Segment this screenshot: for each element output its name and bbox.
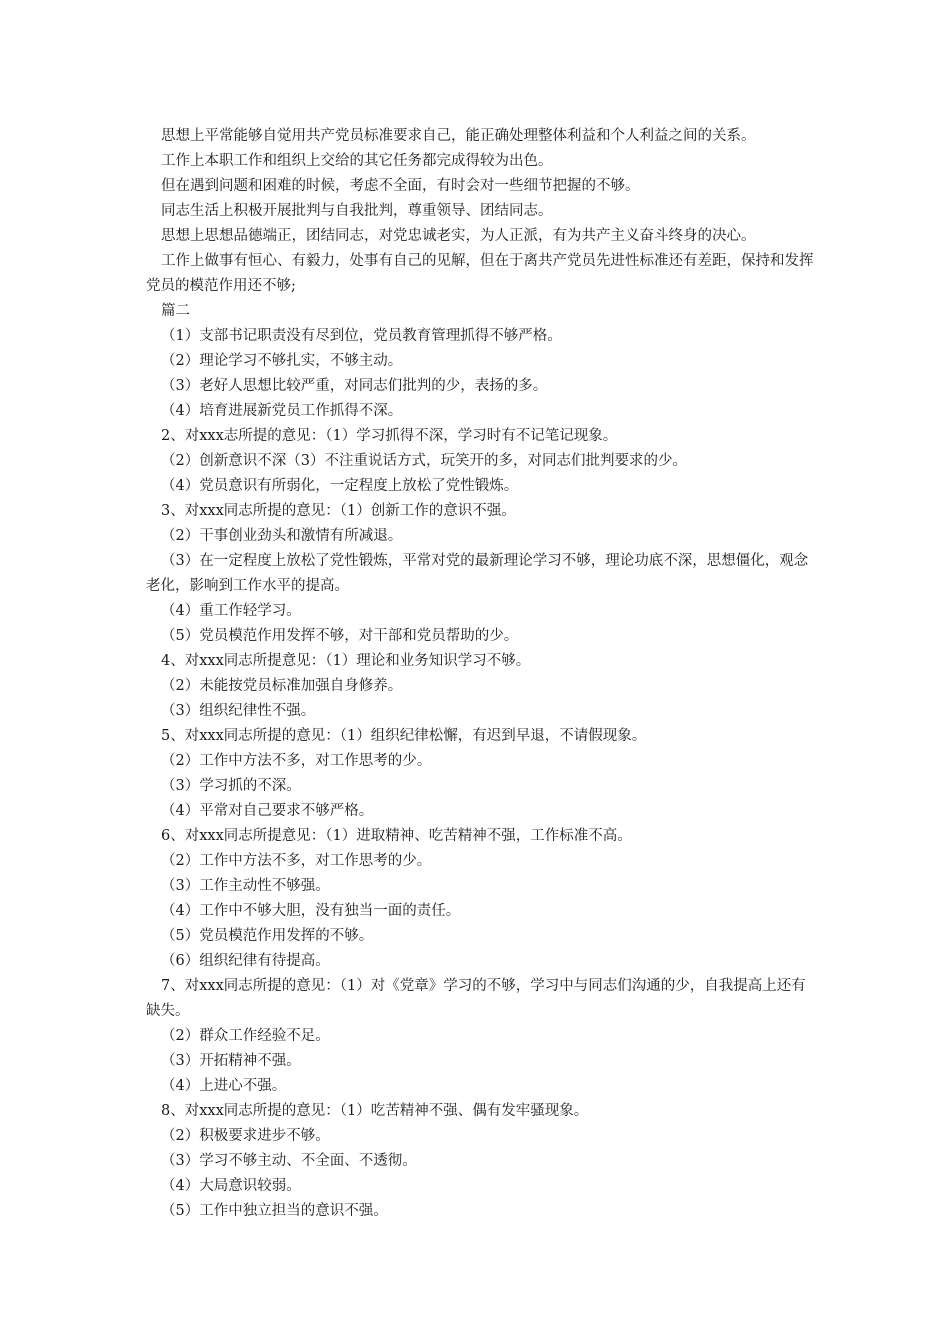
list-item: （4）党员意识有所弱化，一定程度上放松了党性锻炼。 bbox=[161, 478, 519, 494]
list-item: （1）支部书记职责没有尽到位，党员教育管理抓得不够严格。 bbox=[161, 328, 562, 344]
list-item: （3）学习抓的不深。 bbox=[161, 778, 301, 794]
list-item: （2）未能按党员标准加强自身修养。 bbox=[161, 678, 403, 694]
list-item: （3）工作主动性不够强。 bbox=[161, 878, 330, 894]
list-item: 8、对xxx同志所提的意见：（1）吃苦精神不强、偶有发牢骚现象。 bbox=[161, 1103, 589, 1119]
list-item: （4）平常对自己要求不够严格。 bbox=[161, 803, 374, 819]
list-item: （4）上进心不强。 bbox=[161, 1078, 287, 1094]
list-item: 2、对xxx志所提的意见：（1）学习抓得不深，学习时有不记笔记现象。 bbox=[161, 428, 618, 444]
list-item: （3）组织纪律性不强。 bbox=[161, 703, 316, 719]
section-heading: 篇二 bbox=[161, 303, 190, 319]
list-item: （3）开拓精神不强。 bbox=[161, 1053, 301, 1069]
paragraph: 同志生活上积极开展批判与自我批判，尊重领导、团结同志。 bbox=[161, 203, 553, 219]
list-item: 7、对xxx同志所提的意见：（1）对《党章》学习的不够，学习中与同志们沟通的少，自我提高上还有缺失。 bbox=[146, 978, 806, 1019]
paragraph: 但在遇到问题和困难的时候，考虑不全面，有时会对一些细节把握的不够。 bbox=[161, 178, 640, 194]
list-item: （6）组织纪律有待提高。 bbox=[161, 953, 330, 969]
list-item: （2）工作中方法不多，对工作思考的少。 bbox=[161, 753, 432, 769]
list-item: （3）老好人思想比较严重，对同志们批判的少，表扬的多。 bbox=[161, 378, 548, 394]
list-item: 5、对xxx同志所提的意见：（1）组织纪律松懈，有迟到早退，不请假现象。 bbox=[161, 728, 647, 744]
list-item: 3、对xxx同志所提的意见：（1）创新工作的意识不强。 bbox=[161, 503, 516, 519]
list-item: （2）理论学习不够扎实，不够主动。 bbox=[161, 353, 403, 369]
document-body bbox=[146, 124, 816, 1224]
paragraph: 工作上做事有恒心、有毅力，处事有自己的见解，但在于离共产党员先进性标准还有差距，保持和发挥党员的模范作用还不够; bbox=[146, 253, 814, 294]
list-item: 6、对xxx同志所提意见：（1）进取精神、吃苦精神不强，工作标准不高。 bbox=[161, 828, 632, 844]
list-item: （3）学习不够主动、不全面、不透彻。 bbox=[161, 1153, 417, 1169]
list-item: （5）党员模范作用发挥不够，对干部和党员帮助的少。 bbox=[161, 628, 519, 644]
paragraph: 工作上本职工作和组织上交给的其它任务都完成得较为出色。 bbox=[161, 153, 553, 169]
list-item: （4）工作中不够大胆，没有独当一面的责任。 bbox=[161, 903, 461, 919]
list-item: （2）创新意识不深（3）不注重说话方式，玩笑开的多，对同志们批判要求的少。 bbox=[161, 453, 687, 469]
list-item: （4）大局意识较弱。 bbox=[161, 1178, 301, 1194]
list-item: （2）工作中方法不多，对工作思考的少。 bbox=[161, 853, 432, 869]
list-item: （2）群众工作经验不足。 bbox=[161, 1028, 330, 1044]
list-item: （2）积极要求进步不够。 bbox=[161, 1128, 330, 1144]
list-item: （5）工作中独立担当的意识不强。 bbox=[161, 1203, 388, 1219]
list-item: （3）在一定程度上放松了党性锻炼，平常对党的最新理论学习不够，理论功底不深，思想僵化，观念老化，影响到工作水平的提高。 bbox=[146, 553, 809, 594]
list-item: （4）培育进展新党员工作抓得不深。 bbox=[161, 403, 403, 419]
paragraph: 思想上平常能够自觉用共产党员标准要求自己，能正确处理整体利益和个人利益之间的关系。 bbox=[161, 128, 756, 144]
list-item: 4、对xxx同志所提意见：（1）理论和业务知识学习不够。 bbox=[161, 653, 531, 669]
list-item: （4）重工作轻学习。 bbox=[161, 603, 301, 619]
list-item: （2）干事创业劲头和激情有所减退。 bbox=[161, 528, 403, 544]
list-item: （5）党员模范作用发挥的不够。 bbox=[161, 928, 374, 944]
paragraph: 思想上思想品德端正，团结同志，对党忠诚老实，为人正派，有为共产主义奋斗终身的决心。 bbox=[161, 228, 756, 244]
